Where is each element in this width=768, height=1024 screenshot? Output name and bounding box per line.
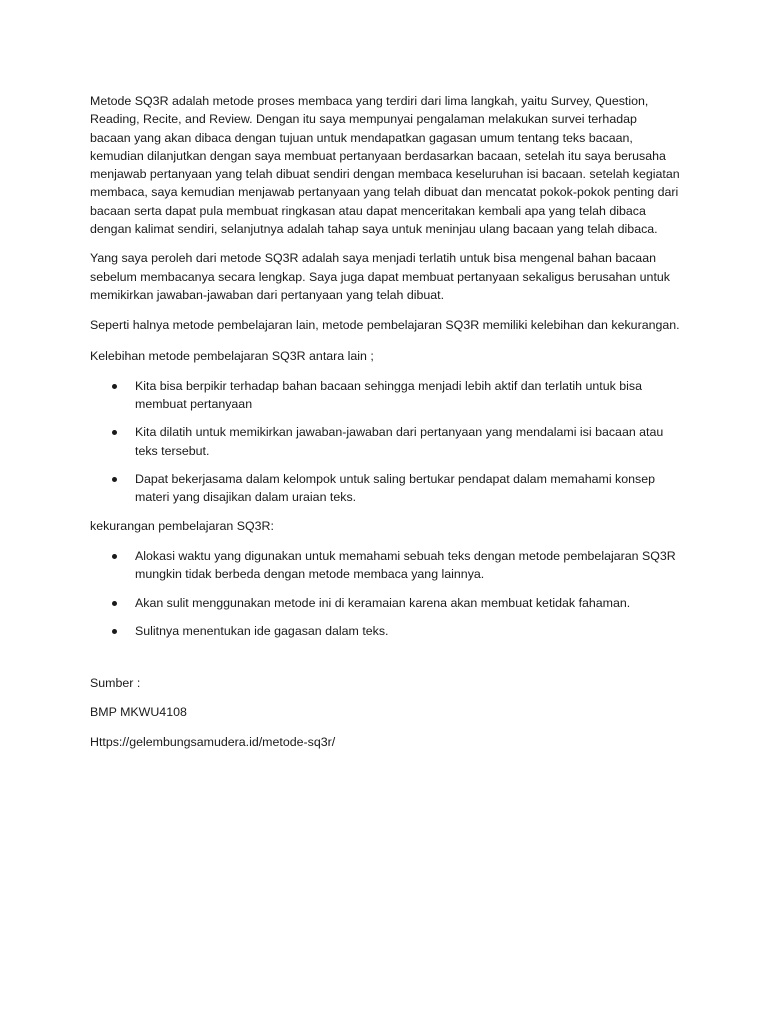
list-item bbox=[90, 594, 680, 612]
list-item bbox=[90, 547, 680, 584]
list-item-text: Dapat bekerjasama dalam kelompok untuk saling bertukar pendapat dalam memahami konsep materi yang disajikan dalam uraian teks. bbox=[135, 472, 656, 505]
list-item-text: Akan sulit menggunakan metode ini di keramaian karena akan membuat ketidak fahaman. bbox=[135, 595, 631, 610]
bullet-icon bbox=[112, 384, 117, 389]
list-item bbox=[90, 470, 680, 507]
list-item bbox=[90, 377, 680, 414]
source-url: Https://gelembungsamudera.id/metode-sq3r/ bbox=[90, 734, 336, 749]
bullet-icon bbox=[112, 477, 117, 482]
bullet-icon bbox=[112, 554, 117, 559]
source-book: BMP MKWU4108 bbox=[90, 705, 187, 720]
sources-label: Sumber : bbox=[90, 676, 141, 691]
list-item-text: Alokasi waktu yang digunakan untuk memahami sebuah teks dengan metode pembelajaran SQ3R mungkin tidak berbeda dengan metode membaca yang lainnya. bbox=[135, 548, 676, 582]
intro-paragraph: Metode SQ3R adalah metode proses membaca yang terdiri dari lima langkah, yaitu Survey, Question, Reading, Recite, and Review. Dengan itu saya mempunyai pengalaman melakukan survei terhadap bacaan yang akan dibaca dengan tujuan untuk mendapatkan gagasan umum tentang teks bacaan, kemudian dilanjutkan dengan saya membuat pertanyaan berdasarkan bacaan, setelah itu saya berusaha menjawab pertanyaan yang telah dibuat sendiri dengan membaca keseluruhan isi bacaan. setelah kegiatan membaca, saya kemudian menjawab pertanyaan yang telah dibuat dan mencatat pokok-pokok penting dari bacaan serta dapat pula membuat ringkasan atau dapat menceritakan kembali apa yang telah dibaca dengan kalimat sendiri, selanjutnya adalah tahap saya untuk meninjau ulang bacaan yang telah dibaca. bbox=[90, 94, 680, 237]
bullet-icon bbox=[112, 629, 117, 634]
list-item-text: Sulitnya menentukan ide gagasan dalam teks. bbox=[135, 623, 389, 638]
section-spacer bbox=[90, 650, 680, 674]
advantages-heading: Kelebihan metode pembelajaran SQ3R antara lain ; bbox=[90, 348, 374, 363]
document-page bbox=[90, 92, 680, 762]
comparison-paragraph: Seperti halnya metode pembelajaran lain, metode pembelajaran SQ3R memiliki kelebihan dan kekurangan. bbox=[90, 318, 680, 333]
advantages-list bbox=[90, 377, 680, 507]
bullet-icon bbox=[112, 601, 117, 606]
gained-paragraph: Yang saya peroleh dari metode SQ3R adalah saya menjadi terlatih untuk bisa mengenal bahan bacaan sebelum membacanya secara lengkap. Saya juga dapat membuat pertanyaan sekaligus berusahan untuk memikirkan jawaban-jawaban dari pertanyaan yang telah dibuat. bbox=[90, 251, 670, 302]
list-item-text: Kita bisa berpikir terhadap bahan bacaan sehingga menjadi lebih aktif dan terlatih untuk bisa membuat pertanyaan bbox=[135, 378, 642, 412]
disadvantages-heading: kekurangan pembelajaran SQ3R: bbox=[90, 518, 274, 533]
list-item bbox=[90, 622, 680, 640]
list-item bbox=[90, 423, 680, 460]
disadvantages-list bbox=[90, 547, 680, 640]
bullet-icon bbox=[112, 430, 117, 435]
list-item-text: Kita dilatih untuk memikirkan jawaban-jawaban dari pertanyaan yang mendalami isi bacaan atau teks tersebut. bbox=[135, 425, 664, 458]
